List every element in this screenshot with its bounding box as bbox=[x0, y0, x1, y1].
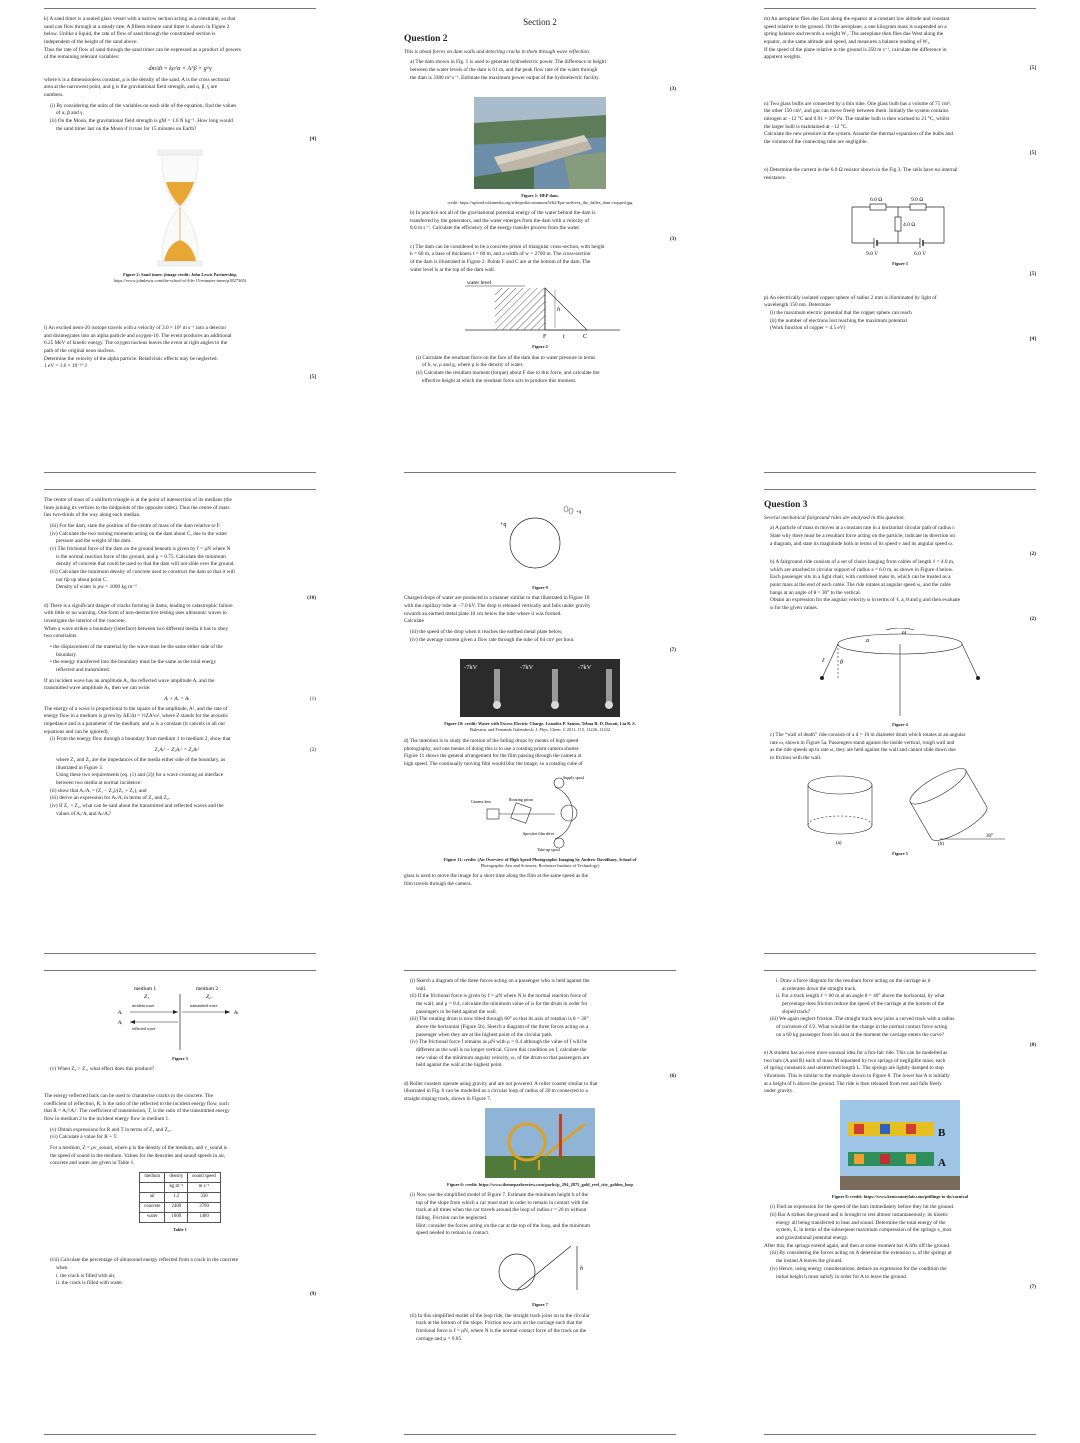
question-k-subparts: (i) By considering the units of the variables on each side of the equation, find the values of α, β and γ. (ii) On the Moon, the gravitational field strength is gM = 1.6 N kg⁻¹. How long would the sand timer last on the Moon if it runs for 15 minutes on Earth? bbox=[50, 102, 237, 132]
resistor-label: 9.0 Ω bbox=[911, 196, 924, 203]
angle-label: θ bbox=[840, 659, 843, 666]
voltage-label: 6.0 V bbox=[914, 250, 927, 257]
charged-drops-text: Charged drops of water are produced in a manner similar to that illustrated in Figure 10 with the capillary tube at −7.0 kV. The drop is released vertically and falls under gravity towards an earthed metal plate 10 cm below the tube where it was formed. Calculate bbox=[404, 595, 591, 625]
rotating-prism-label: Rotating prism bbox=[509, 796, 533, 802]
part-a-text: a) The dam shown in Fig. 1 is used to generate hydroelectric power. The difference in height between the water levels of the dam is 61 m, and the peak flow rate of the water through the dam is 3380 m³ s⁻¹. Estimate the maximum power output of the hydroelectric facility. bbox=[410, 59, 606, 81]
question-intro: Several mechanical fairground rides are analysed in this question. bbox=[764, 514, 905, 521]
page-rule bbox=[404, 1434, 676, 1435]
part-vii-text: (vii) Calculate the percentage of ultrasound energy reflected from a crack in the concrete when i. the crack is filled with air, ii. the crack is filled with water. bbox=[50, 1257, 238, 1287]
marks-label: [4] bbox=[309, 136, 316, 143]
part-c-subparts: (i) Calculate the resultant force on the face of the dam due to water pressure in terms of h, w, ρ and g, where ρ is the density of water. (ii) Calculate the resultant moment (torque) about F due to this force, and calculate the effective height at which the resultant force acts to produce this moment. bbox=[416, 354, 600, 384]
roller-coaster-photo bbox=[485, 1108, 595, 1178]
page-rule bbox=[404, 472, 676, 473]
table-header: sound speed bbox=[188, 1173, 221, 1183]
dam-cross-section-diagram bbox=[455, 278, 625, 340]
page-rule bbox=[764, 489, 1036, 490]
document-page-9 bbox=[720, 962, 1080, 1443]
page-rule bbox=[764, 472, 1036, 473]
page-rule bbox=[404, 970, 676, 971]
constraint-list: • the displacement of the material by the wave must be the same either side of the boundary. • the energy transferred into the boundary must be the same as the total energy reflected and transmitted. bbox=[50, 644, 223, 674]
voltage-label: 9.0 V bbox=[866, 250, 879, 257]
table-cell: 2400 bbox=[165, 1202, 188, 1212]
part-b-text: b) A fairground ride consists of a set of chairs hanging from cables of length ℓ = 4.0 m, which are attached to circular support of radius a = 6.0 m, as shown in Figure 4 below. Each passenger sits in a light chair, with combined mass m, which can be treated as a point mass at the end of each cable. The ride rotates at angular speed ω, and the cable hangs at an angle of θ = 30° to the vertical. Obtain an expression for the angular velocity ω in terms of ℓ, a, θ and g and then evaluate ω for the given values. bbox=[770, 559, 961, 612]
impedance-text: For a medium, Z = ρv_sound, where ρ is the density of the medium, and v_sound is the speed of sound in the medium. Values for the densities and sound speeds in air, concrete and water are given in Table 1. bbox=[50, 1145, 228, 1167]
glass-cube-text: glass is used to move the image for a short time along the film at the same speed as the film travels through the camera. bbox=[404, 873, 589, 887]
centre-of-mass-intro: The centre of mass of a uniform triangle is at the point of intersection of its medians (the lines joining its vertices to the midpoints of the opposite sides). Thus the centre of mass lies two-thirds of the way along each median. bbox=[44, 497, 232, 519]
document-page-3 bbox=[720, 0, 1080, 481]
question-p-text: p) An electrically isolated copper sphere of radius 2 mm is illuminated by light of wavelength 150 nm. Determine (i) the maximum electric potential that the copper sphere can reach (ii) the number of electrons lost reaching the maximum potential (Work function of copper = 4.5 eV) bbox=[764, 294, 937, 332]
marks-label: [5] bbox=[1029, 65, 1036, 72]
table-cell: 1480 bbox=[188, 1212, 221, 1222]
point-c-label: C bbox=[583, 334, 588, 341]
table-header: medium bbox=[140, 1173, 165, 1183]
voltage-label: -7kV bbox=[520, 664, 534, 672]
figure-11-caption: Figure 11: credit: (An Overview of High Speed Photographic Imaging by Andrew Davidhazy, School of Photographic Arts and Sciences, Rochester Institute of Technology) bbox=[443, 856, 637, 868]
medium-1-label: medium 1 bbox=[134, 986, 157, 992]
radius-label: a bbox=[866, 637, 869, 644]
thickness-label: t bbox=[563, 334, 565, 341]
document-page-2 bbox=[360, 0, 720, 481]
figure-10-caption: Figure 10: credit: Water with Excess Electric Charge. Leandra P. Santos, Telma R. D. Ducati, Lia B. S. Balestrin, and Fernando Galembeck; J. Phys. Chem. C 2011, 115, 11226–11232 bbox=[444, 721, 636, 733]
drop-subparts: (iii) the speed of the drop when it reaches the earthed metal plate below, (iv) the average current given a flow rate through the tube of 64 cm³ per hour. bbox=[410, 629, 575, 643]
page-rule bbox=[44, 489, 316, 490]
transmitted-wave-label: transmitted wave bbox=[190, 1003, 218, 1008]
density-table bbox=[139, 1172, 221, 1223]
part-a-text: a) A particle of mass m moves at a constant rate in a horizontal circular path of radius r. State why there must be a resultant force acting on the particle; indicate its direction on a diagram, and state its magnitude both in terms of its speed v and its angular speed ω. bbox=[770, 525, 956, 547]
bar-b-label: B bbox=[938, 1127, 946, 1140]
page-rule bbox=[764, 953, 1036, 954]
voltage-label: -7kV bbox=[464, 664, 478, 672]
marks-label: [4] bbox=[1029, 336, 1036, 343]
equation-2: Z₁Aᵢ² − Z₁Aᵣ² = Z₂Aₜ² (2) bbox=[154, 747, 316, 754]
resistor-label: 6.0 Ω bbox=[870, 196, 883, 203]
marks-label: [5] bbox=[309, 373, 316, 380]
part-e-subparts: (i) Find an expression for the speed of the bars immediately before they hit the ground. (ii) Bar A strikes the ground and is brought to rest almost instantaneously, its kinetic energy all being transferred to heat and sound. Determine the total energy of the system, E, in terms of the subsequent maximum compression of the springs x_max and gravitational potential energy. After this, the springs extend again, and then at some moment bar A lifts off the ground. (iii) By considering the forces acting on A determine the extension xₑ of the springs at the instant A leaves the ground. (iv) Hence, using energy considerations, deduce an expression for the condition the initial height h must satisfy in order for A to leave the ground. bbox=[764, 1204, 955, 1280]
sand-flow-formula: dm/dt = kρ^α × A^β × g^γ bbox=[148, 66, 212, 73]
loop-track-diagram bbox=[485, 1242, 595, 1298]
marks-label: (10) bbox=[307, 595, 316, 602]
figure-3-caption: Figure 3 bbox=[172, 1056, 188, 1061]
marks-label: (3) bbox=[669, 85, 676, 92]
table-cell: 3700 bbox=[188, 1202, 221, 1212]
table-cell: 1.2 bbox=[165, 1193, 188, 1203]
bar-a-label: A bbox=[938, 1157, 946, 1170]
z1-label: Z₁ bbox=[144, 994, 149, 1000]
table-unit: kg m⁻³ bbox=[165, 1183, 188, 1193]
figure-2-caption: Figure 2 bbox=[532, 344, 548, 350]
sand-timer-image bbox=[150, 148, 210, 268]
marks-label: (3) bbox=[669, 235, 676, 242]
document-page-4 bbox=[0, 481, 360, 962]
height-label: h bbox=[580, 1266, 583, 1273]
table-row bbox=[140, 1202, 221, 1212]
formula-explanation: where k is a dimensionless constant, ρ is the density of the sand, A is the cross sectional area at the narrowest point, and g is the gravitational field strength, and α, β, γ are numbers. bbox=[44, 76, 230, 99]
point-f-label: F bbox=[543, 334, 547, 341]
rt-subparts: (v) Obtain expressions for R and T in terms of Z₁ and Z₂. (vi) Calculate a value for R + T. bbox=[50, 1126, 172, 1141]
document-page-1 bbox=[0, 0, 360, 481]
funfair-ride-photo bbox=[840, 1100, 960, 1190]
marks-label: (7) bbox=[669, 647, 676, 654]
table-unit bbox=[140, 1183, 165, 1193]
page-rule bbox=[764, 970, 1036, 971]
dam-subparts: (iii) For the dam, state the position of the centre of mass of the dam relative to F. (iv) Calculate the two turning moments acting on the dam about C, due to the water pressure and the weight of the dam. (v) The frictional force of the dam on the ground beneath is given by f = μN where N is the normal reaction force of the ground, and μ = 0.75. Calculate the minimum density of concrete that could be used so that the dam will not slide over the ground. (vi) Calculate the minimum density of concrete used to construct the dam so that it will not tip up about point C. Density of water is ρw = 1000 kg m⁻³ bbox=[50, 523, 235, 591]
page-rule bbox=[44, 970, 316, 971]
figure-5-caption: Figure 5 bbox=[892, 850, 908, 856]
question-heading: Question 3 bbox=[764, 500, 808, 510]
question-o-text: o) Determine the current in the 6.0 Ω resistor shown in the Fig 3. The cells have no internal resistance. bbox=[764, 167, 958, 182]
drop-charge-label: +q bbox=[576, 510, 582, 515]
incident-wave-label: incident wave bbox=[132, 1003, 155, 1008]
page-rule bbox=[764, 1434, 1036, 1435]
document-page-6 bbox=[720, 481, 1080, 962]
z2-label: Z₂ bbox=[206, 994, 211, 1000]
ar-label: Aᵣ bbox=[118, 1021, 123, 1026]
table-row bbox=[140, 1193, 221, 1203]
hep-dam-photo bbox=[474, 97, 606, 189]
table-unit: m s⁻¹ bbox=[188, 1183, 221, 1193]
part-v-text: (v) When Z₂ > Z₁, what effect does this produce? bbox=[50, 1066, 155, 1073]
reflection-coefficient-text: The energy reflected back can be used to charaterise cracks in the concrete. The coefficient of reflection, R, is the ratio of the reflected to the incident energy flow, such that R = Aᵣ²/Aᵢ². The coefficient of transmission, T, is the ratio of the transmitted energy flow in medium 2 to the incident energy flow in medium 1. bbox=[44, 1093, 230, 1123]
marks-label: (6) bbox=[669, 1073, 676, 1080]
question-k-text: k) A sand timer is a sealed glass vessel with a narrow section acting as a constraint, so that sand can flow through at a steady rate. A fifteen minute sand timer is shown in Figure 2 below. Unlike a liquid, the rate of flow of sand through the constrained section is independent of the height of the sand above. Thus the rate of flow of sand through the sand timer can be expressed as a product of powers of the remaining relevant variables: bbox=[44, 16, 241, 61]
figure-8-caption: Figure 8: credit: https://www.kentcountyfair.com/pitflings-to-do/carnival bbox=[831, 1194, 969, 1200]
figure-6-caption: Figure 6: credit: https://www.themeparkreview.com/parks/p_294_2875_gold_reef_city_golden_loop bbox=[447, 1181, 633, 1187]
circuit-diagram bbox=[840, 187, 960, 257]
question-heading: Question 2 bbox=[404, 34, 448, 45]
energy-flow-text: The energy of a wave is proportional to the square of the amplitude, A², and the rate of energy flow in a medium is given by ΔE/Δt = ½ZA²ω², where Z stands for the acoustic impedance and is a parameter of the medium, and ω is a constant (it cancels in all our equations and can be ignored). (i) From the energy flow through a boundary from medium 1 to medium 2, show that bbox=[44, 705, 231, 743]
table-1-caption: Table 1 bbox=[173, 1226, 187, 1232]
document-page-5 bbox=[360, 481, 720, 962]
part-b-text: b) In practice not all of the gravitational potential energy of the water behind the dam is transferred by the generators, and the water emerges from the dam with a velocity of 8.0 m s⁻¹. Calculate the efficiency of the energy transfer process from the water. bbox=[410, 209, 596, 232]
figure-3-caption: Figure 3 bbox=[892, 260, 908, 266]
table-cell: air bbox=[140, 1193, 165, 1203]
slope-subparts: i. Draw a force diagram for the resultant force acting on the carriage as it accelerates down the straight track. ii. For a track length ℓ = 60 m at an angle θ = 40° above the horizontal, by what percentage does friction reduce the speed of the carriage at the bottom of the sloped track? (iii) We again neglect friction. The straight track now joins a curved track with a radius of curvature of ℓ/2. What would be the change in the normal contact force acting on a 60 kg passenger from his seat at the moment the carriage enters the curve? bbox=[770, 978, 955, 1038]
angle-label: 30° bbox=[986, 833, 993, 839]
figure-4-caption: Figure 4 bbox=[892, 721, 908, 727]
amplitude-text: If an incident wave has an amplitude Aᵢ, the reflected wave amplitude Aᵣ and the transmitted wave amplitude Aₜ, then we can write: bbox=[44, 677, 215, 692]
page-rule bbox=[764, 8, 1036, 9]
length-label: ℓ bbox=[822, 657, 825, 664]
figure-7-caption: Figure 7 bbox=[532, 1302, 548, 1308]
part-d-text: d) The intention is to study the motion of the falling drops by means of high speed photography, and one means of doing this is to use a rotating prism camera shutter. Figure 11 shows the general arrangement for the film passing through the camera at high speed. The continually moving film would blur the image, so a rotating cube of bbox=[404, 737, 583, 767]
marks-label: (2) bbox=[1029, 551, 1036, 558]
resistor-label: 4.0 Ω bbox=[903, 221, 916, 228]
part-d-text: d) Roller coasters operate using gravity and are not powered. A roller coaster similar to that illustrated in Fig. 6 can be modelled as a circular loop of radius of 20 m connected to a straight sloping track, shown in Figure 7. bbox=[404, 1080, 598, 1103]
height-label: h bbox=[557, 307, 560, 314]
figure-2-caption: Figure 2: Sand timer. (image credit: John Lewis Partnership, https://www.johnlewis.com/the-school-of-life-15-minutes-timer/p3827365) bbox=[113, 272, 247, 284]
part-e-text: e) A student has an even more unusual idea for a fun-fair ride. This can be modelled as two bars (A and B) each of mass M separated by two springs of negligible mass, each of spring constant k and unstretched length L. The springs are lightly damped to stop vibrations. This is similar to the example shown in Figure 8. The lower bar A is initially at a height of h above the ground. The ride is then released from rest and falls freely under gravity. bbox=[764, 1050, 950, 1095]
figure-9-caption: Figure 9 bbox=[532, 585, 548, 590]
page-rule bbox=[44, 953, 316, 954]
table-cell: concrete bbox=[140, 1202, 165, 1212]
supply-spool-label: Supply spool bbox=[563, 774, 585, 780]
document-page-7 bbox=[0, 962, 360, 1443]
medium-2-label: medium 2 bbox=[196, 986, 219, 992]
omega-label: ω bbox=[902, 629, 907, 636]
camera-lens-label: Camera lens bbox=[471, 798, 491, 804]
table-row bbox=[140, 1212, 221, 1222]
part-d-i-text: (i) Now use the simplified model of Figure 7. Estimate the minimum height h of the top of the slope from which a car must start in order to remain in contact with the track at all times when the car travels around the loop of radius r = 20 m without falling. Friction can be neglected. Hint: consider the forces acting on the car at the top of the loop, and the minimum speed needed to remain in contact. bbox=[410, 1192, 591, 1237]
sprocket-label: Sprocket film drive bbox=[523, 830, 555, 836]
charge-label: +q bbox=[500, 522, 507, 528]
wall-of-death-diagram bbox=[790, 767, 1010, 847]
charged-drop-diagram bbox=[480, 501, 600, 581]
page-rule bbox=[44, 1434, 316, 1435]
reflected-wave-label: reflected wave bbox=[132, 1026, 156, 1031]
fig5b-label: (b) bbox=[938, 841, 944, 847]
question-l-text: l) An excited neon-20 isotope travels with a velocity of 3.0 × 10⁶ m s⁻¹ into a detector and disintegrates into an alpha particle and oxygen-16. The event produces an additional 6.25 MeV of kinetic energy. The oxygen nucleus leaves the event at right angles to the path of the original neon nucleus. Determine the velocity of the alpha particle. Relativistic effects may be neglected. 1 eV = 1.6 × 10⁻¹⁹ J bbox=[44, 324, 232, 370]
at-label: Aₜ bbox=[234, 1011, 239, 1016]
table-cell: water bbox=[140, 1212, 165, 1222]
marks-label: (7) bbox=[1029, 1284, 1036, 1291]
figure-1-caption: Figure 1: HEP dam. credit: https://upload.wikimedia.org/wikipedia/commons/b/b2/Epa-archives_the_dalles_dam-cropped.jpg bbox=[447, 193, 633, 205]
document-page-8 bbox=[360, 962, 720, 1443]
chair-swing-diagram bbox=[810, 628, 990, 718]
wall-of-death-subparts: (i) Sketch a diagram of the three forces acting on a passenger who is held against the wall. (ii) If the frictional force is given by f = μN where N is the normal reaction force of the wall, and μ = 0.4, calculate the minimum value of ω for the drum in order for passengers to be held against the wall. (iii) The rotating drum is now tilted through 60° so that its axis of rotation is θ = 30° above the horizontal (Figure 5b). Sketch a diagram of the three forces acting on a passenger when they are at the highest point of the circular path. (iv) The frictional force f remains as μN with μ = 0.4 although the value of f will be different as the wall is no longer vertical. Given this condition on f, calculate the new value of the minimum angular velocity, ω, of the drum so that passengers are held against the wall at the highest point. bbox=[410, 978, 590, 1069]
capillary-photo bbox=[460, 659, 620, 717]
section-title: Section 2 bbox=[523, 17, 557, 27]
interface-subparts: where Z₁ and Z₂ are the impedances of the media either side of the boundary, as illustrated in Figure 3. Using these two requirements (eq. (1) and (2)) for a wave crossing an interface between two media at normal incidence: (ii) show that Aᵣ/Aᵢ = (Z₁ − Z₂)/(Z₁ + Z₂), and (iii) derive an expression for Aₜ/Aᵢ in terms of Z₁ and Z₂. (iv) If Z₁ = Z₂, what can be said about the transmitted and reflected waves and the values of Aᵣ/Aᵢ and Aₜ/Aᵢ? bbox=[50, 756, 226, 817]
table-header: density bbox=[165, 1173, 188, 1183]
part-c-text: c) The “wall of death” ride consists of a d = 10 m diameter drum which rotates at an angular rate ω, shown in Figure 5a. Passengers stand against the inside vertical, rough wall and as the ride speeds up to rate ω, they are held against the wall and cannot slide down due to friction with the wall. bbox=[770, 731, 966, 761]
table-cell: 330 bbox=[188, 1193, 221, 1203]
page-rule bbox=[44, 472, 316, 473]
question-intro: This is about forces on dam walls and detecting cracks in them through wave reflection. bbox=[404, 48, 591, 55]
marks-label: (8) bbox=[1029, 1042, 1036, 1049]
camera-shutter-diagram bbox=[465, 773, 615, 853]
marks-label: (2) bbox=[1029, 615, 1036, 622]
table-cell: 1000 bbox=[165, 1212, 188, 1222]
fig5a-label: (a) bbox=[836, 840, 842, 846]
water-level-label: water level bbox=[467, 280, 492, 287]
takeup-spool-label: Take-up spool bbox=[537, 846, 560, 852]
page-rule bbox=[44, 8, 316, 9]
voltage-label: -7kV bbox=[578, 664, 592, 672]
marks-label: [5] bbox=[1029, 271, 1036, 278]
marks-label: (9) bbox=[309, 1290, 316, 1297]
part-d-text: d) There is a significant danger of cracks forming in dams, leading to catastrophic failure with little or no warning. One form of non-destructive testing uses ultrasonic waves to investigate the interior of the concrete. When a wave strikes a boundary (interface) between two different media it has to obey two constraints. bbox=[44, 602, 233, 640]
question-m-text: m) An aeroplane flies due East along the equator at a constant low altitude and constant speed relative to the ground. On the aeroplane, a one kilogram mass is suspended on a spring balance and records a weight W₁. The aeroplane then flies due West along the equator, at the same altitude and speed, and measures a balance reading of W₂. If the speed of the plane relative to the ground is 250 m s⁻¹, calculate the difference in apparent weights. bbox=[764, 16, 950, 61]
equation-1: Aᵢ + Aᵣ = Aₜ (1) bbox=[164, 696, 316, 703]
ai-label: Aᵢ bbox=[118, 1011, 122, 1016]
part-d-ii-text: (ii) In this simplified model of the loop ride, the straight track joins on to the circular track at the bottom of the slope. Friction now acts on the carriage such that the frictional force is f = μN, where N is the normal contact force of the track on the carriage and μ = 0.05. bbox=[410, 1312, 590, 1342]
part-c-text: c) The dam can be considered to be a concrete prism of triangular cross-section, with height h = 60 m, a base of thickness t = 60 m, and a width of w = 2700 m. The cross-section of the dam is illustrated in Figure 2. Points F and C are at the bottom of the dam. The water level is at the top of the dam wall. bbox=[410, 243, 605, 273]
interface-diagram bbox=[110, 982, 250, 1052]
marks-label: [5] bbox=[1029, 149, 1036, 156]
question-n-text: n) Two glass bulbs are connected by a thin tube. One glass bulb has a volume of 75 cm³, the other 150 cm³, and gas can move freely between them. Initially the system contains nitrogen at −12 °C and 0.91 × 10⁵ Pa. The smaller bulb is then warmed to 21 °C, whilst the larger bulb is maintained at −12 °C. Calculate the new pressure in the system. Assume the thermal expansion of the bulbs and the volume of the connecting tube are negligible. bbox=[764, 100, 954, 146]
